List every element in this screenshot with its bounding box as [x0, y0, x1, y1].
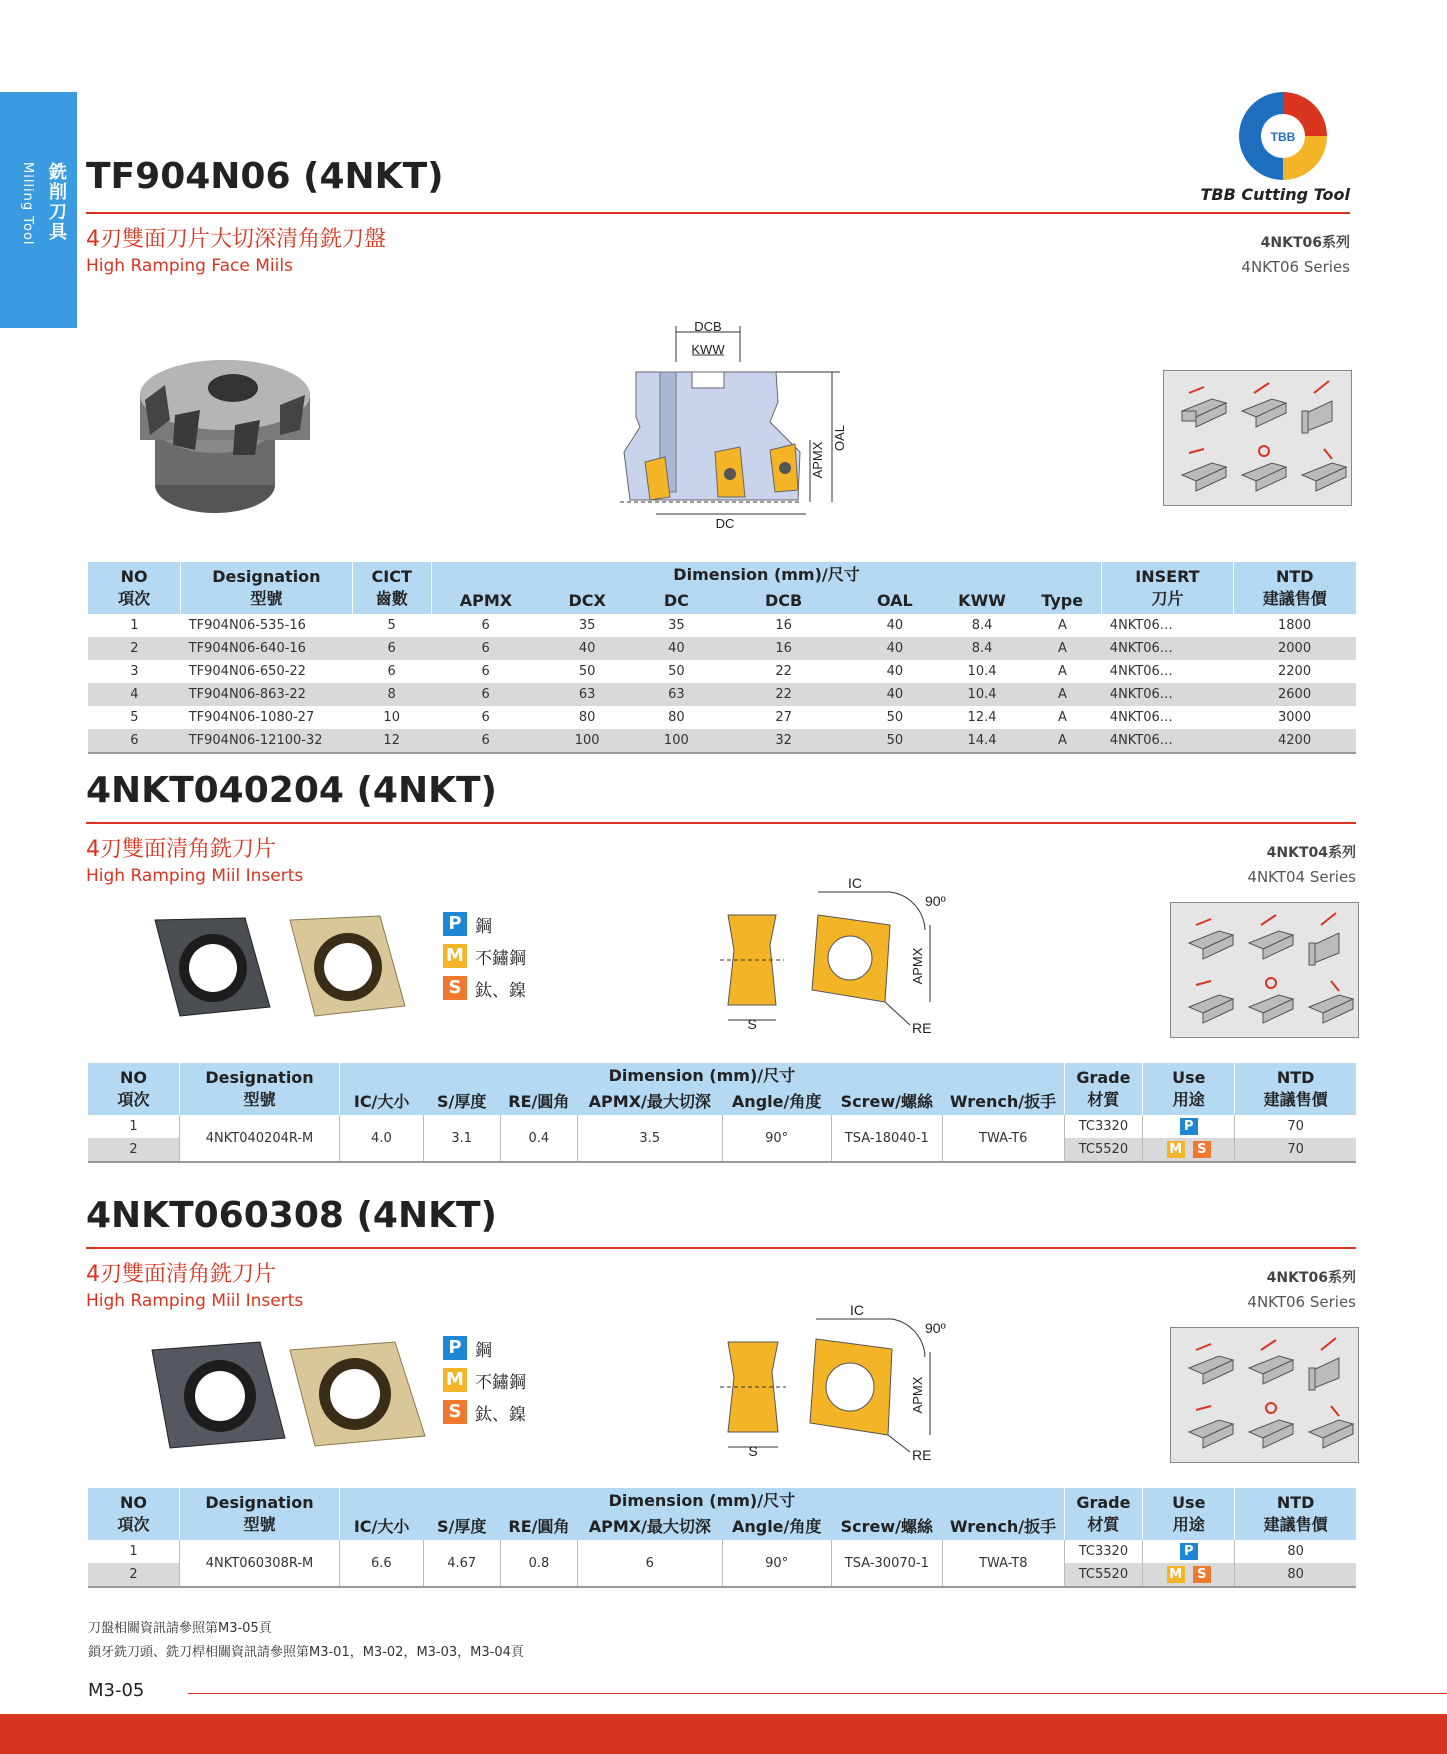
- table-cell: TF904N06-863-22: [181, 683, 352, 706]
- table-cell: 6: [88, 729, 181, 753]
- dimension-cell: TSA-30070-1: [831, 1540, 942, 1587]
- table-row: [88, 1540, 1356, 1563]
- face-mill-photo: [115, 340, 315, 525]
- section2-subtitle-zh: 4刃雙面清角銑刀片: [86, 837, 276, 862]
- section2-subtitle-en: High Ramping Miil Inserts: [86, 866, 304, 886]
- use-badge-s: S: [1193, 1566, 1211, 1583]
- table-cell: 6: [481, 618, 490, 633]
- ntd-cell: 70: [1235, 1115, 1356, 1138]
- sidebar-en: Milling Tool: [20, 162, 35, 246]
- th-no: NO 項次: [88, 562, 181, 614]
- material-legend-06: [443, 1332, 526, 1428]
- label-ic: IC: [850, 1302, 864, 1318]
- th-sub: S/厚度: [423, 1514, 500, 1540]
- th-grade: Grade 材質: [1064, 1063, 1143, 1115]
- th-cict: CICT 齒數: [352, 562, 431, 614]
- th-sub: RE/圓角: [500, 1514, 577, 1540]
- use-badge-m: M: [1167, 1566, 1185, 1583]
- cutter-spec-table: [88, 562, 1356, 754]
- table-cell: 22: [775, 664, 792, 679]
- legend-m-badge: M: [443, 944, 467, 968]
- legend-p-badge: P: [443, 1336, 467, 1360]
- table-cell: 22: [718, 683, 848, 706]
- section3-title: 4NKT060308 (4NKT): [86, 1195, 497, 1236]
- table-cell: 10.4: [967, 664, 997, 679]
- table-cell: 80: [578, 710, 596, 725]
- dimension-cell: TWA-T8: [942, 1540, 1064, 1587]
- table-cell: TF904N06-535-16: [188, 618, 306, 633]
- label-apmx: APMX: [810, 441, 825, 479]
- table-cell: A: [1058, 710, 1067, 725]
- section1-subtitle-zh: 4刃雙面刀片大切深清角銑刀盤: [86, 227, 386, 252]
- use-cell: [1143, 1138, 1235, 1162]
- th-ntd: NTD 建議售價: [1235, 1063, 1356, 1115]
- table-row: [88, 637, 1356, 660]
- table-cell: 6: [431, 683, 540, 706]
- th-sub: S/厚度: [423, 1089, 500, 1115]
- insert-04-spec-table: [88, 1063, 1356, 1163]
- cutter-spec-body: [88, 614, 1356, 753]
- th-sub: Wrench/扳手: [942, 1089, 1064, 1115]
- designation-cell: 4NKT060308R-M: [179, 1540, 339, 1587]
- table-cell: 10: [383, 710, 400, 725]
- section3-series-en: 4NKT06 Series: [1247, 1293, 1356, 1311]
- th-no: NO 項次: [88, 1488, 179, 1540]
- table-cell: 2600: [1233, 683, 1356, 706]
- table-cell: 40: [886, 618, 904, 633]
- section1-subtitle-en: High Ramping Face Miils: [86, 256, 293, 276]
- table-cell: 4NKT06…: [1109, 710, 1173, 725]
- operations-icon-panel-06: [1170, 1327, 1359, 1463]
- label-dcb: DCB: [694, 322, 722, 334]
- table-cell: 6: [431, 729, 540, 753]
- grade-cell: TC5520: [1064, 1138, 1143, 1162]
- insert-drawing-04: [720, 870, 950, 1040]
- ntd-cell: 70: [1235, 1138, 1356, 1162]
- use-badge-p: P: [1180, 1543, 1198, 1560]
- th-apmx: APMX: [431, 588, 540, 614]
- ntd-cell: 80: [1235, 1563, 1356, 1587]
- table-cell: 100: [634, 729, 718, 753]
- section1-series-zh: 4NKT06系列: [1260, 235, 1350, 251]
- table-cell: 8.4: [941, 637, 1023, 660]
- footnote-1: 刀盤相關資訊請參照第M3-05頁: [88, 1621, 272, 1636]
- use-cell: [1143, 1563, 1235, 1587]
- table-cell: 1800: [1278, 618, 1312, 633]
- table-cell: 1: [129, 1119, 138, 1134]
- insert-photos-04: [150, 912, 420, 1024]
- th-dimension: Dimension (mm)/尺寸: [431, 562, 1102, 588]
- table-cell: 8: [352, 683, 431, 706]
- th-dimension: Dimension (mm)/尺寸: [340, 1488, 1065, 1514]
- dimension-cell: 6.6: [340, 1540, 424, 1587]
- table-cell: 63: [540, 683, 634, 706]
- operations-icon-panel-04: [1170, 902, 1359, 1038]
- table-cell: 6: [481, 710, 490, 725]
- table-cell: A: [1023, 637, 1102, 660]
- th-dcx: DCX: [540, 588, 634, 614]
- table-row: [88, 683, 1356, 706]
- table-cell: 16: [775, 618, 792, 633]
- th-sub: Screw/螺絲: [831, 1089, 942, 1115]
- tbb-logo: [1235, 88, 1331, 184]
- grade-cell: TC5520: [1064, 1563, 1143, 1587]
- section3-divider: [86, 1247, 1356, 1249]
- th-dcb: DCB: [718, 588, 848, 614]
- dimension-cell: 6: [578, 1540, 723, 1587]
- label-apmx-04: APMX: [910, 947, 925, 985]
- dimension-cell: 3.5: [577, 1115, 722, 1162]
- th-kww: KWW: [941, 588, 1023, 614]
- legend-s-label: 鈦、鎳: [475, 980, 526, 1001]
- section3-subtitle-zh: 4刃雙面清角銑刀片: [86, 1262, 276, 1287]
- footer-bar: [0, 1714, 1447, 1754]
- th-sub: Angle/角度: [722, 1089, 831, 1115]
- face-mill-drawing: [600, 322, 860, 537]
- grade-cell: TC3320: [1064, 1540, 1143, 1563]
- table-cell: 8.4: [971, 618, 993, 633]
- table-row: [88, 660, 1356, 683]
- table-cell: 40: [886, 664, 904, 679]
- material-legend-04: [443, 908, 526, 1004]
- sidebar-tab: [0, 92, 77, 328]
- table-cell: 4NKT06…: [1102, 683, 1233, 706]
- table-row: [88, 614, 1356, 637]
- table-cell: 5: [387, 618, 396, 633]
- table-cell: 4NKT06…: [1109, 664, 1173, 679]
- dimension-cell: 3.1: [423, 1115, 500, 1162]
- table-row: [88, 1115, 1356, 1138]
- dimension-cell: 4.67: [423, 1540, 500, 1587]
- table-cell: A: [1023, 683, 1102, 706]
- footnotes: [88, 1617, 524, 1665]
- th-no: NO 項次: [88, 1063, 179, 1115]
- section1-series-en: 4NKT06 Series: [1241, 258, 1350, 276]
- table-cell: 40: [634, 637, 718, 660]
- table-cell: 3000: [1278, 710, 1312, 725]
- section1-title: TF904N06 (4NKT): [86, 156, 444, 197]
- table-cell: 4NKT06…: [1109, 618, 1173, 633]
- logo-text: TBB: [1270, 130, 1296, 144]
- section2-series-en: 4NKT04 Series: [1247, 868, 1356, 886]
- table-row: [88, 729, 1356, 753]
- table-cell: 2: [88, 637, 181, 660]
- table-cell: 3: [130, 664, 139, 679]
- th-dc: DC: [634, 588, 718, 614]
- label-oal: OAL: [832, 424, 847, 452]
- th-designation: Designation 型號: [181, 562, 352, 614]
- section3-series-zh: 4NKT06系列: [1266, 1270, 1356, 1286]
- label-re: RE: [912, 1020, 932, 1036]
- operations-icon-panel: [1163, 370, 1352, 506]
- grade-cell: TC3320: [1064, 1115, 1143, 1138]
- table-cell: 4NKT06…: [1102, 637, 1233, 660]
- legend-s-label: 鈦、鎳: [475, 1404, 526, 1425]
- table-cell: 50: [578, 664, 596, 679]
- dimension-cell: 0.8: [500, 1540, 577, 1587]
- th-use: Use 用途: [1143, 1488, 1235, 1540]
- sidebar-zh: 銑削刀具: [46, 162, 67, 242]
- insert-drawing-06: [720, 1297, 950, 1467]
- legend-m-label: 不鏽鋼: [475, 1372, 526, 1393]
- th-use: Use 用途: [1143, 1063, 1235, 1115]
- table-cell: 10.4: [941, 683, 1023, 706]
- th-type: Type: [1023, 588, 1102, 614]
- table-cell: 40: [849, 683, 941, 706]
- th-designation: Designation 型號: [179, 1488, 339, 1540]
- legend-p-badge: P: [443, 912, 467, 936]
- page-number: M3-05: [88, 1680, 145, 1701]
- th-dimension: Dimension (mm)/尺寸: [340, 1063, 1065, 1089]
- use-badge-m: M: [1167, 1141, 1185, 1158]
- table-cell: 80: [668, 710, 685, 725]
- section2-title: 4NKT040204 (4NKT): [86, 770, 497, 811]
- table-cell: 14.4: [941, 729, 1023, 753]
- label-angle: 90º: [925, 893, 946, 909]
- legend-p-label: 鋼: [475, 1340, 492, 1361]
- table-cell: TF904N06-1080-27: [188, 710, 315, 725]
- table-cell: 2: [88, 1563, 179, 1587]
- table-cell: TF904N06-650-22: [188, 664, 306, 679]
- table-cell: 40: [540, 637, 634, 660]
- dimension-cell: 90°: [722, 1540, 831, 1587]
- table-cell: 12: [352, 729, 431, 753]
- insert-06-spec-table: [88, 1488, 1356, 1588]
- legend-m-badge: M: [443, 1368, 467, 1392]
- dimension-cell: TSA-18040-1: [831, 1115, 942, 1162]
- table-cell: 27: [775, 710, 792, 725]
- table-cell: 32: [718, 729, 848, 753]
- table-cell: TF904N06-12100-32: [181, 729, 352, 753]
- legend-s-badge: S: [443, 1400, 467, 1424]
- th-sub: Wrench/扳手: [942, 1514, 1064, 1540]
- section2-series-zh: 4NKT04系列: [1266, 845, 1356, 861]
- label-ic: IC: [848, 875, 862, 891]
- table-cell: 4NKT06…: [1102, 729, 1233, 753]
- label-s: S: [747, 1016, 757, 1032]
- table-cell: 50: [886, 710, 904, 725]
- label-s: S: [748, 1443, 758, 1459]
- use-badge-s: S: [1193, 1141, 1211, 1158]
- th-sub: APMX/最大切深: [577, 1089, 722, 1115]
- dimension-cell: 0.4: [500, 1115, 577, 1162]
- th-sub: Screw/螺絲: [831, 1514, 942, 1540]
- table-cell: 5: [130, 710, 139, 725]
- table-cell: 6: [352, 637, 431, 660]
- table-cell: 1: [130, 618, 139, 633]
- th-sub: IC/大小: [340, 1514, 424, 1540]
- label-dc: DC: [715, 516, 735, 531]
- use-badge-p: P: [1180, 1118, 1198, 1135]
- label-kww: KWW: [691, 342, 725, 357]
- th-ntd: NTD 建議售價: [1235, 1488, 1356, 1540]
- table-cell: A: [1058, 618, 1067, 633]
- table-row: [88, 706, 1356, 729]
- table-cell: 100: [540, 729, 634, 753]
- section3-subtitle-en: High Ramping Miil Inserts: [86, 1291, 304, 1311]
- label-re: RE: [912, 1447, 932, 1463]
- table-cell: 2: [88, 1138, 179, 1162]
- th-sub: RE/圓角: [500, 1089, 577, 1115]
- ntd-cell: 80: [1235, 1540, 1356, 1563]
- use-cell: [1143, 1115, 1235, 1138]
- table-cell: 6: [387, 664, 396, 679]
- th-sub: APMX/最大切深: [578, 1514, 723, 1540]
- table-cell: 1: [129, 1544, 138, 1559]
- dimension-cell: 90°: [722, 1115, 831, 1162]
- table-cell: 50: [849, 729, 941, 753]
- th-insert: INSERT 刀片: [1102, 562, 1233, 614]
- insert-photos-06: [150, 1340, 435, 1452]
- table-cell: A: [1023, 729, 1102, 753]
- th-sub: Angle/角度: [722, 1514, 831, 1540]
- table-cell: 12.4: [967, 710, 997, 725]
- table-cell: 35: [668, 618, 685, 633]
- table-cell: TF904N06-640-16: [181, 637, 352, 660]
- label-apmx-06: APMX: [910, 1376, 925, 1414]
- th-sub: IC/大小: [340, 1089, 424, 1115]
- brand-name: TBB Cutting Tool: [1200, 185, 1350, 204]
- table-cell: 40: [849, 637, 941, 660]
- legend-s-badge: S: [443, 976, 467, 1000]
- legend-p-label: 鋼: [475, 916, 492, 937]
- table-cell: 4200: [1233, 729, 1356, 753]
- label-angle: 90º: [925, 1320, 946, 1336]
- th-designation: Designation 型號: [179, 1063, 339, 1115]
- table-cell: 2200: [1278, 664, 1312, 679]
- table-cell: 16: [718, 637, 848, 660]
- table-cell: 50: [668, 664, 685, 679]
- table-cell: 4: [88, 683, 181, 706]
- legend-m-label: 不鏽鋼: [475, 948, 526, 969]
- table-cell: 6: [481, 664, 490, 679]
- table-cell: 63: [634, 683, 718, 706]
- th-oal: OAL: [849, 588, 941, 614]
- table-cell: 35: [578, 618, 596, 633]
- th-grade: Grade 材質: [1064, 1488, 1143, 1540]
- footnote-2: 鎖牙銑刀頭、銑刀桿相關資訊請參照第M3-01，M3-02，M3-03，M3-04頁: [88, 1645, 524, 1660]
- table-cell: A: [1058, 664, 1067, 679]
- dimension-cell: TWA-T6: [942, 1115, 1064, 1162]
- use-cell: [1143, 1540, 1235, 1563]
- dimension-cell: 4.0: [340, 1115, 424, 1162]
- designation-cell: 4NKT040204R-M: [179, 1115, 339, 1162]
- footer-line: [188, 1693, 1447, 1694]
- section2-divider: [86, 822, 1356, 824]
- th-ntd: NTD 建議售價: [1233, 562, 1356, 614]
- table-cell: 6: [431, 637, 540, 660]
- section1-divider: [86, 212, 1350, 214]
- table-cell: 2000: [1233, 637, 1356, 660]
